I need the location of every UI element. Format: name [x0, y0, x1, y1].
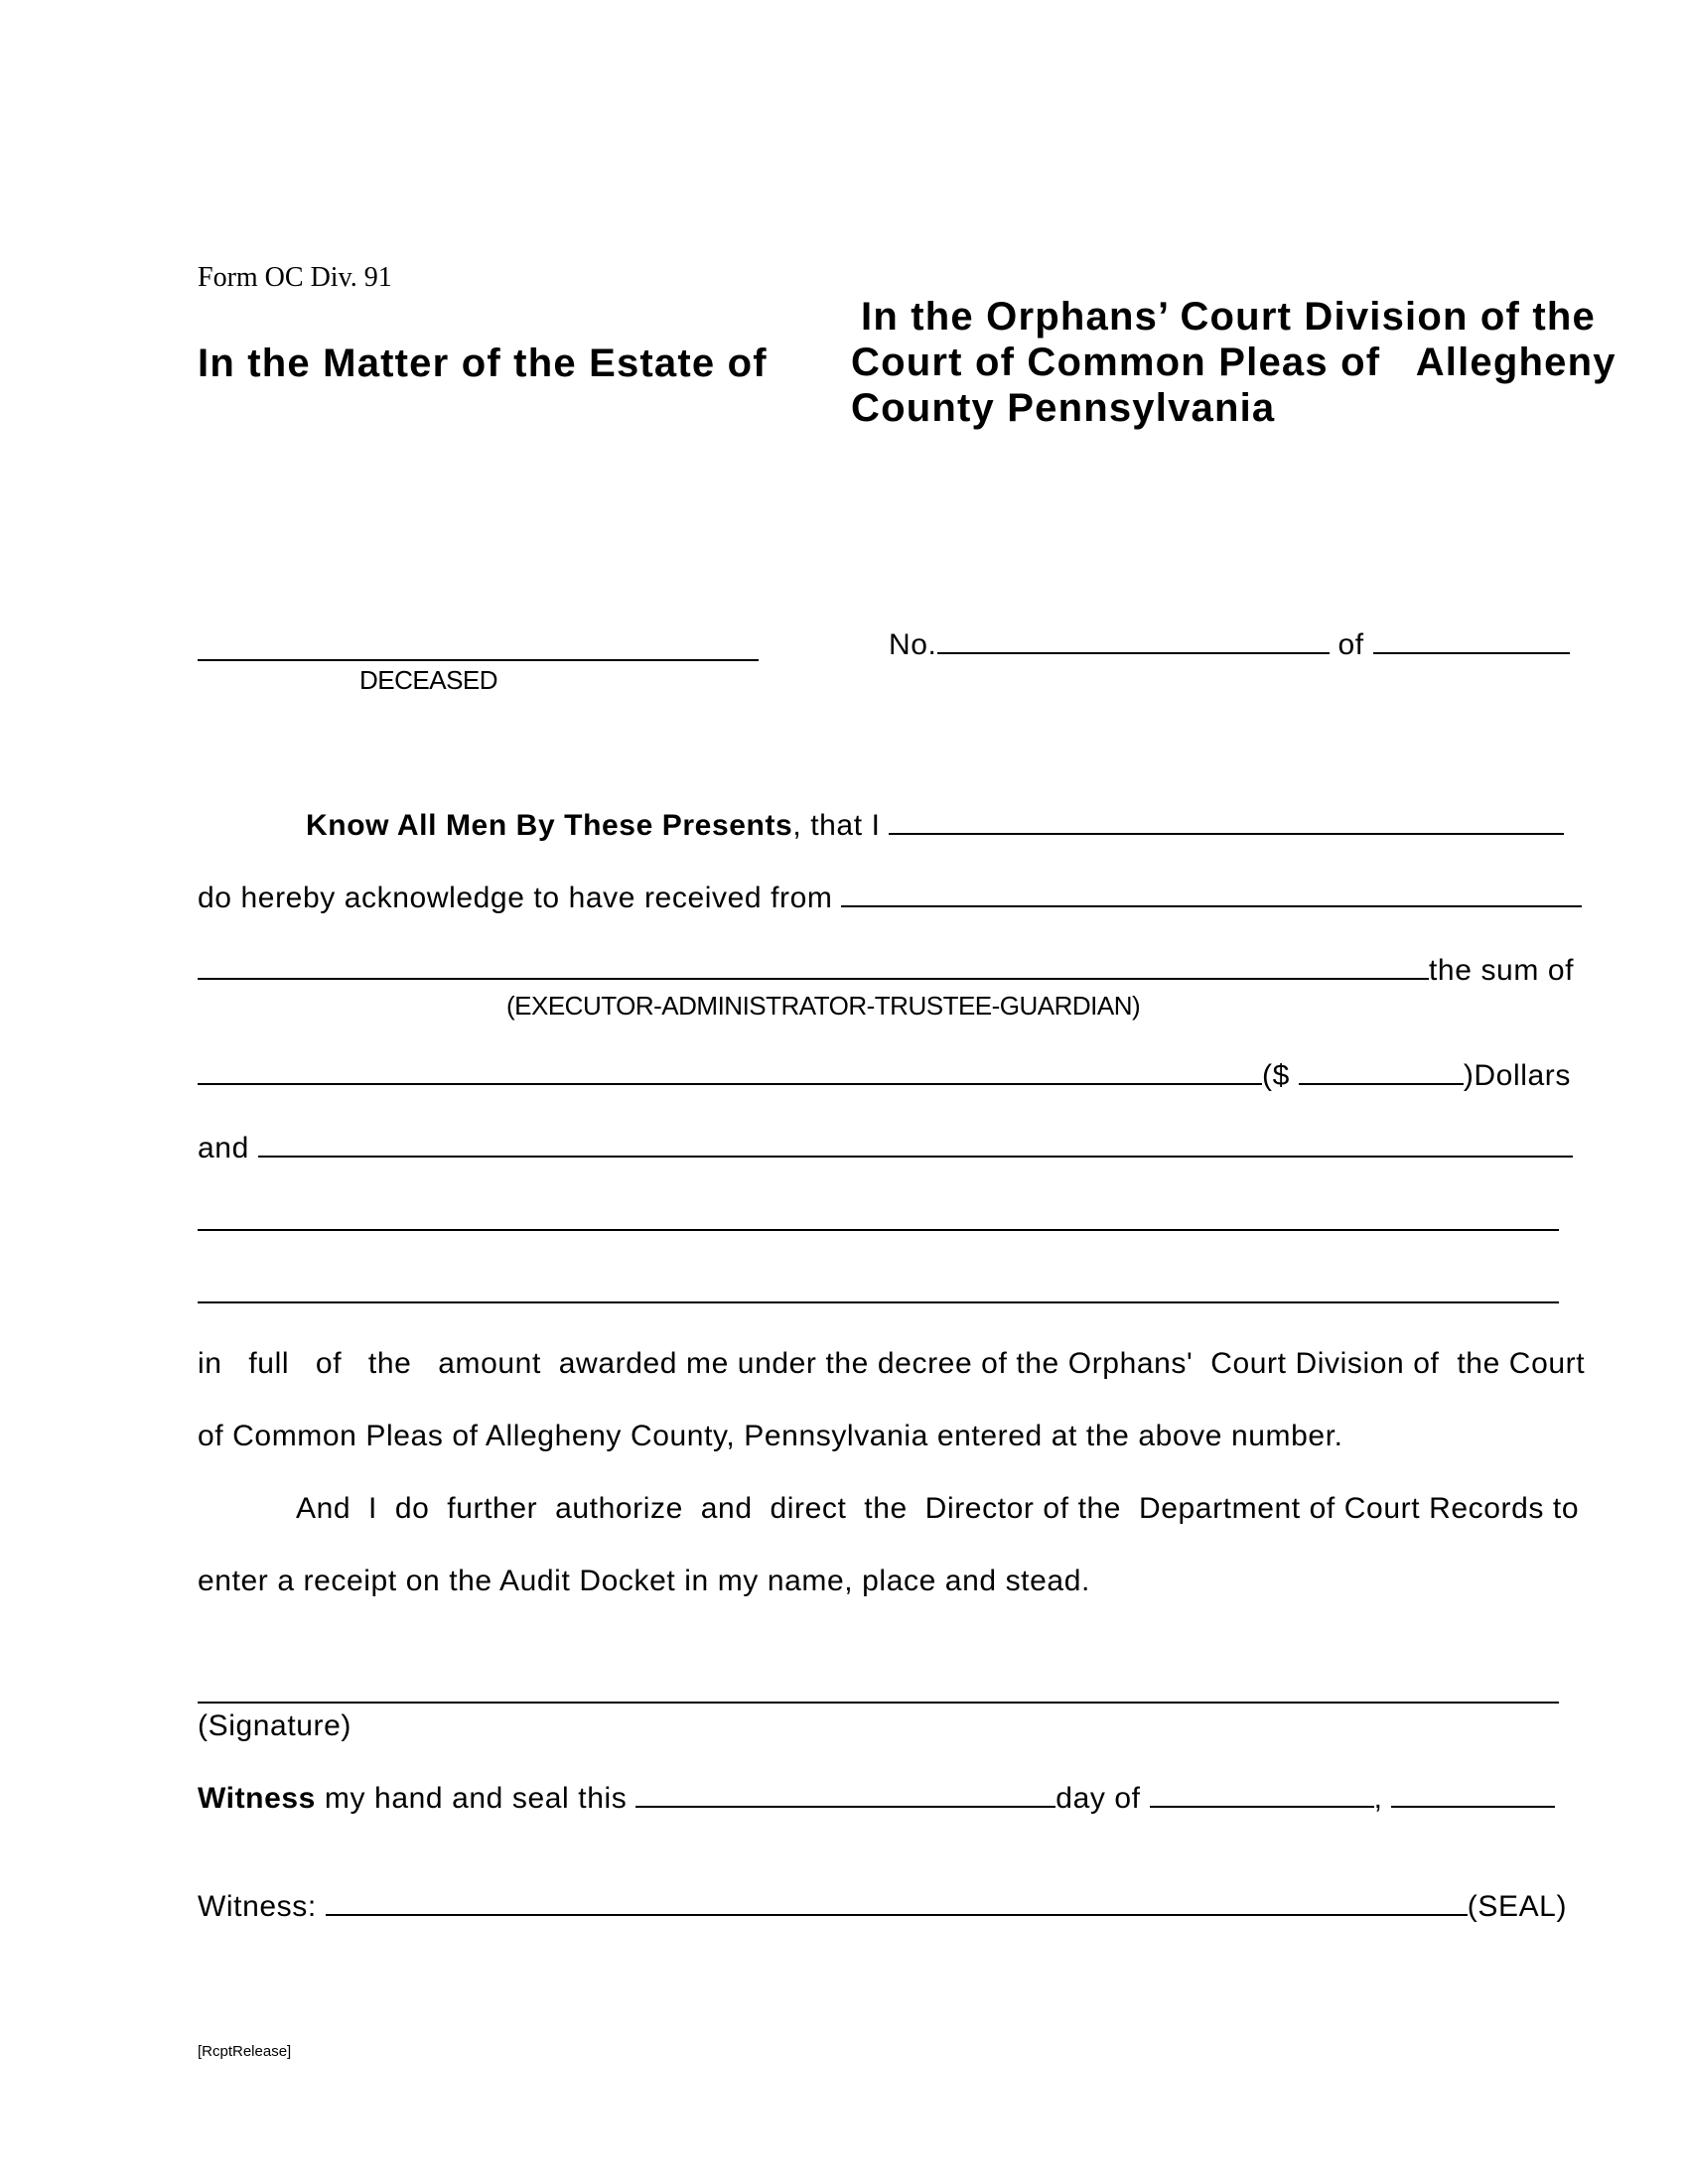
court-title-line-2: Court of Common Pleas of Allegheny [851, 341, 1617, 384]
additional-items-field-2[interactable] [198, 1229, 1559, 1231]
and-label: and [198, 1132, 249, 1164]
dollar-open: ($ [1262, 1059, 1290, 1092]
matter-title: In the Matter of the Estate of [198, 341, 768, 385]
sum-row [198, 954, 1574, 988]
form-number: Form OC Div. 91 [198, 262, 392, 293]
in-full-line-1: in full of the amount awarded me under the decree of the Orphans' Court Division of the Court [198, 1347, 1586, 1380]
fiduciary-name-field[interactable] [841, 882, 1582, 907]
court-title-line-3: County Pennsylvania [851, 386, 1276, 430]
amount-numeric-field[interactable] [1299, 1059, 1464, 1085]
footer-code: [RcptRelease] [198, 2043, 292, 2060]
role-label: (EXECUTOR-ADMINISTRATOR-TRUSTEE-GUARDIAN) [506, 991, 1141, 1021]
additional-items-field-3[interactable] [198, 1301, 1559, 1303]
acknowledge-row [198, 882, 1582, 915]
fiduciary-name-field-2[interactable] [198, 954, 1429, 980]
witness-bold: Witness [198, 1782, 316, 1815]
witness-label: Witness: [198, 1890, 317, 1923]
year-field[interactable] [1391, 1782, 1555, 1808]
case-year-field[interactable] [1373, 628, 1570, 654]
recipient-name-field[interactable] [889, 809, 1564, 835]
court-title-line-1: In the Orphans’ Court Division of the [861, 295, 1596, 339]
witness-row [198, 1890, 1567, 1924]
court-title [851, 294, 1617, 431]
deceased-name-field[interactable] [198, 659, 759, 661]
witness-hand-row [198, 1782, 1555, 1816]
deceased-label: DECEASED [359, 665, 498, 695]
month-field[interactable] [1150, 1782, 1374, 1808]
seal-label: (SEAL) [1467, 1890, 1568, 1923]
know-all-row [306, 809, 1564, 843]
additional-items-field-1[interactable] [258, 1132, 1573, 1158]
signature-field[interactable] [198, 1702, 1559, 1704]
signature-label: (Signature) [198, 1709, 352, 1742]
case-number-field[interactable] [937, 628, 1330, 654]
dollars-row [198, 1059, 1571, 1093]
day-of-label: day of [1055, 1782, 1141, 1815]
case-number-row [889, 628, 1570, 662]
comma: , [1373, 1782, 1383, 1815]
authorize-line-2: enter a receipt on the Audit Docket in my name, place and stead. [198, 1565, 1090, 1597]
and-row [198, 1132, 1573, 1165]
acknowledge-text: do hereby acknowledge to have received from [198, 882, 833, 914]
day-field[interactable] [635, 1782, 1055, 1808]
know-all-rest: , that I [792, 809, 881, 842]
in-full-line-2: of Common Pleas of Allegheny County, Pennsylvania entered at the above number. [198, 1420, 1343, 1452]
sum-of-label: the sum of [1429, 954, 1575, 987]
number-label: No. [889, 628, 937, 661]
witness-rest: my hand and seal this [315, 1782, 628, 1815]
authorize-line-1: And I do further authorize and direct the Director of the Department of Court Records to [296, 1492, 1580, 1525]
witness-signature-field[interactable] [326, 1890, 1468, 1916]
know-all-bold: Know All Men By These Presents [306, 809, 793, 842]
dollars-close: )Dollars [1463, 1059, 1571, 1092]
of-label: of [1337, 628, 1364, 661]
amount-words-field[interactable] [198, 1059, 1262, 1085]
